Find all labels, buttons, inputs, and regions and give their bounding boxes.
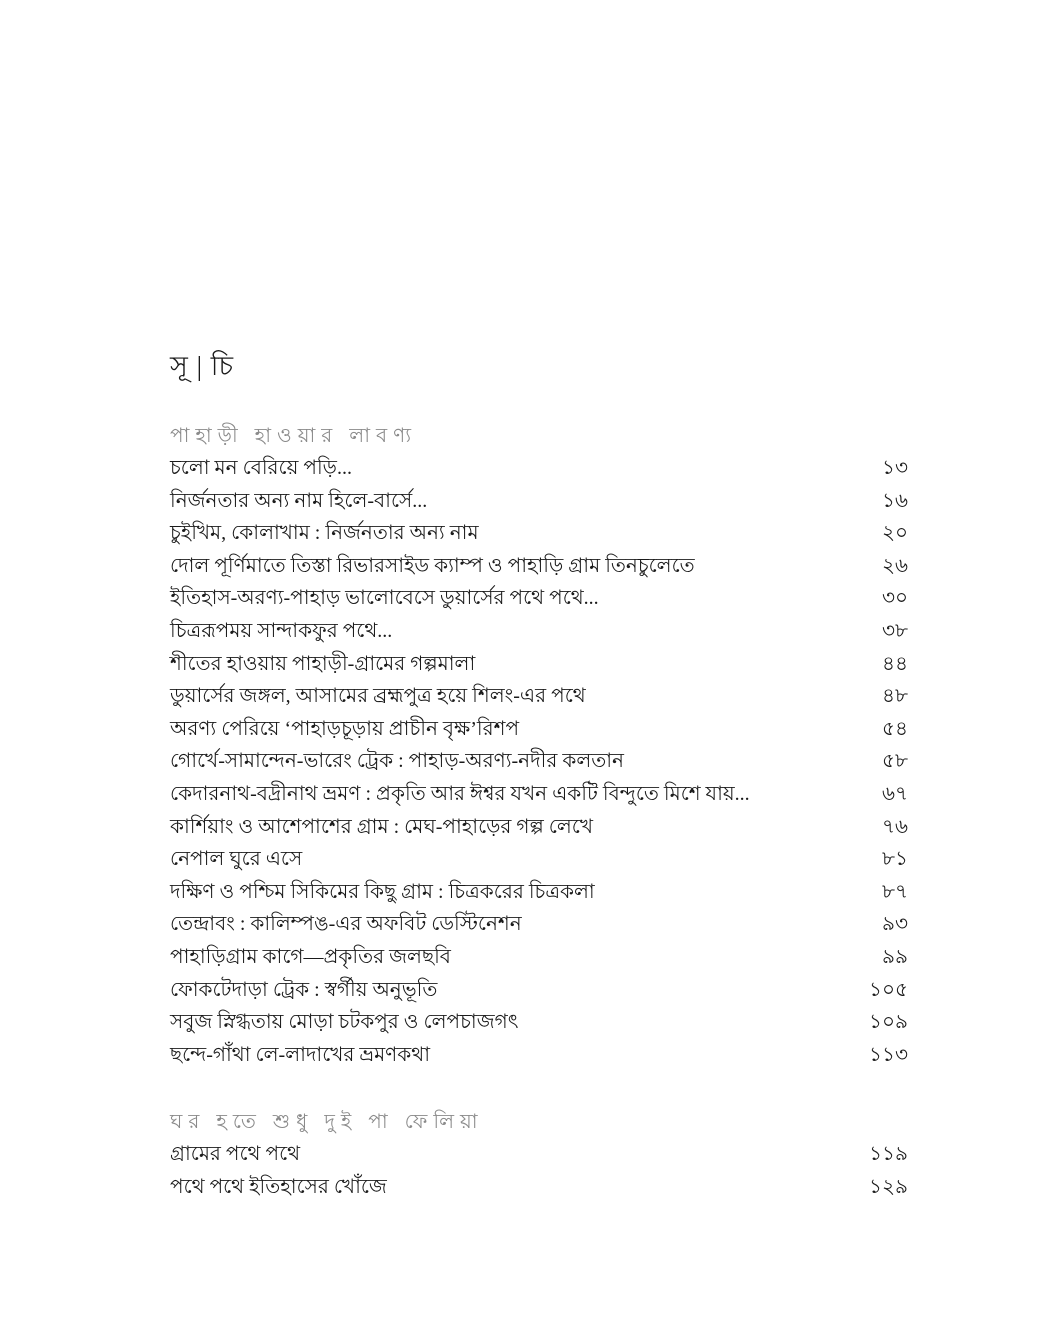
toc-entry [170, 582, 908, 615]
entry-title: তেন্দ্রাবং : কালিম্পঙ-এর অফবিট ডেস্টিনেশন [170, 913, 522, 936]
toc-entry [170, 452, 908, 485]
entry-page-number: ৫৮ [882, 750, 908, 773]
entry-title: চলো মন বেরিয়ে পড়ি... [170, 457, 352, 479]
entry-title: পাহাড়িগ্রাম কাগে—প্রকৃতির জলছবি [170, 945, 451, 968]
entry-title: ইতিহাস-অরণ্য-পাহাড় ভালোবেসে ডুয়ার্সের পথে পথে... [170, 587, 599, 610]
toc-section [170, 420, 908, 1071]
entry-title: শীতের হাওয়ায় পাহাড়ী-গ্রামের গল্পমালা [170, 652, 476, 675]
toc-entry [170, 1006, 908, 1039]
entry-title: পথে পথে ইতিহাসের খোঁজে [170, 1175, 387, 1198]
toc-entry [170, 745, 908, 778]
entry-title: চিত্ররূপময় সান্দাকফুর পথে... [170, 619, 393, 642]
toc-entry [170, 680, 908, 713]
contents-title: সূ | চি [170, 351, 235, 381]
entry-page-number: ২০ [881, 522, 908, 545]
entry-page-number: ৭৬ [881, 815, 908, 838]
toc-entry [170, 550, 908, 583]
section-heading: ঘর হতে শুধু দুই পা ফেলিয়া [170, 1111, 484, 1133]
entry-page-number: ১৬ [882, 489, 908, 512]
entry-page-number: ৪৮ [882, 685, 908, 708]
entry-page-number: ৫৪ [882, 717, 908, 740]
entry-page-number: ১০৫ [869, 978, 908, 1001]
entry-page-number: ৮১ [882, 848, 908, 871]
entry-page-number: ৯৩ [882, 913, 908, 936]
entry-page-number: ৮৭ [882, 880, 908, 903]
entry-title: নির্জনতার অন্য নাম হিলে-বার্সে... [170, 489, 428, 512]
entry-title: দক্ষিণ ও পশ্চিম সিকিমের কিছু গ্রাম : চিত্রকরের চিত্রকলা [170, 880, 595, 903]
entry-page-number: ৯৯ [882, 945, 908, 968]
toc-entry [170, 908, 908, 941]
entry-title: অরণ্য পেরিয়ে ‘পাহাড়চূড়ায় প্রাচীন বৃক্ষ’রিশপ [170, 717, 520, 740]
toc-entry [170, 713, 908, 746]
toc-entry [170, 517, 908, 550]
toc-entry [170, 648, 908, 681]
entry-title: গোর্খে-সামান্দেন-ভারেং ট্রেক : পাহাড়-অরণ্য-নদীর কলতান [170, 750, 624, 773]
entry-title: নেপাল ঘুরে এসে [170, 848, 303, 871]
entry-title: ফোকটেদাড়া ট্রেক : স্বর্গীয় অনুভূতি [170, 978, 438, 1001]
toc-entry [170, 876, 908, 909]
entry-title: ডুয়ার্সের জঙ্গল, আসামের ব্রহ্মপুত্র হয়ে শিলং-এর পথে [170, 685, 586, 708]
toc-entry [170, 1171, 908, 1204]
toc-entry [170, 941, 908, 974]
entry-page-number: ৬৭ [881, 782, 908, 805]
entry-title: কেদারনাথ-বদ্রীনাথ ভ্রমণ : প্রকৃতি আর ঈশ্বর যখন একটি বিন্দুতে মিশে যায়... [170, 782, 750, 805]
entry-title: ছন্দে-গাঁথা লে-লাদাখের ভ্রমণকথা [170, 1043, 431, 1066]
entry-page-number: ৩০ [881, 587, 908, 610]
entry-page-number: ১২৯ [869, 1175, 908, 1198]
toc-section [170, 1106, 908, 1203]
toc-entry [170, 811, 908, 844]
entry-title: কার্শিয়াং ও আশেপাশের গ্রাম : মেঘ-পাহাড়ের গল্প লেখে [170, 815, 593, 838]
toc-entry [170, 615, 908, 648]
toc-entry [170, 778, 908, 811]
toc-entry [170, 974, 908, 1007]
entry-title: সবুজ স্নিগ্ধতায় মোড়া চটকপুর ও লেপচাজগৎ [170, 1011, 519, 1034]
entry-page-number: ৩৮ [882, 619, 908, 642]
entry-page-number: ১১৯ [869, 1143, 908, 1165]
entry-title: চুইখিম, কোলাখাম : নির্জনতার অন্য নাম [170, 522, 479, 545]
toc-entry [170, 843, 908, 876]
entry-page-number: ৪৪ [882, 652, 908, 675]
entry-page-number: ১০৯ [869, 1011, 908, 1034]
entry-title: গ্রামের পথে পথে [170, 1143, 301, 1165]
entry-title: দোল পূর্ণিমাতে তিস্তা রিভারসাইড ক্যাম্প ও পাহাড়ি গ্রাম তিনচুলেতে [170, 554, 695, 577]
entry-page-number: ২৬ [881, 554, 908, 577]
toc-entry [170, 1138, 908, 1171]
toc-entry [170, 1039, 908, 1072]
toc-entry [170, 485, 908, 518]
entry-page-number: ১৩ [882, 457, 908, 479]
section-heading: পাহাড়ী হাওয়ার লাবণ্য [170, 425, 418, 447]
entry-page-number: ১১৩ [869, 1043, 908, 1066]
